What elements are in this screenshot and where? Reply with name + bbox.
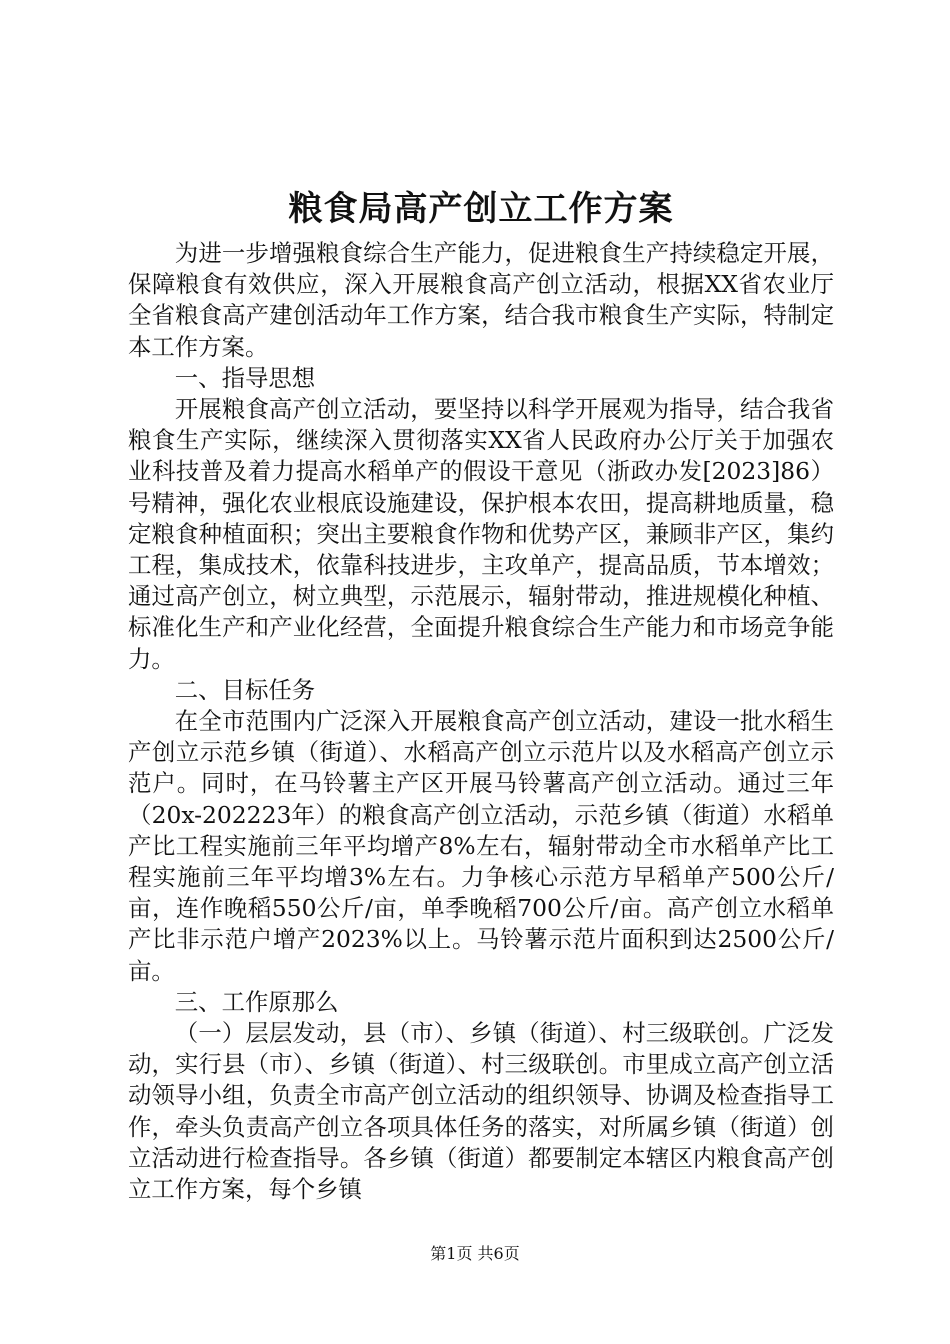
document-page	[128, 186, 834, 1205]
section-heading-principles: 三、工作原那么	[174, 987, 339, 1016]
section-heading-goals: 二、目标任务	[174, 675, 316, 704]
section-body-goals: 在全市范围内广泛深入开展粮食高产创立活动，建设一批水稻生产创立示范乡镇（街道）、水稻高产创立示范片以及水稻高产创立示范户。同时，在马铃薯主产区开展马铃薯高产创立活动。通过三年（20x-202223年）的粮食高产创立活动，示范乡镇（街道）水稻单产比工程实施前三年平均增产8%左右，辐射带动全市水稻单产比工程实施前三年平均增3%左右。力争核心示范方早稻单产500公斤/亩，连作晚稻550公斤/亩，单季晚稻700公斤/亩。高产创立水稻单产比非示范户增产2023%以上。马铃薯示范片面积到达2500公斤/亩。	[128, 707, 834, 985]
document-title: 粮食局高产创立工作方案	[288, 189, 674, 229]
section-heading-guiding-thought: 一、指导思想	[174, 363, 316, 392]
section-body-guiding-thought: 开展粮食高产创立活动，要坚持以科学开展观为指导，结合我省粮食生产实际，继续深入贯彻落实XX省人民政府办公厅关于加强农业科技普及着力提高水稻单产的假设干意见（浙政办发[2023]86）号精神，强化农业根底设施建设，保护根本农田，提高耕地质量，稳定粮食种植面积；突出主要粮食作物和优势产区，兼顾非产区，集约工程，集成技术，依靠科技进步，主攻单产，提高品质，节本增效；通过高产创立，树立典型，示范展示，辐射带动，推进规模化种植、标准化生产和产业化经营，全面提升粮食综合生产能力和市场竞争能力。	[128, 395, 834, 673]
page-footer: 第1页 共6页	[430, 1244, 520, 1263]
intro-paragraph: 为进一步增强粮食综合生产能力，促进粮食生产持续稳定开展，保障粮食有效供应，深入开展粮食高产创立活动，根据XX省农业厅全省粮食高产建创活动年工作方案，结合我市粮食生产实际，特制定本工作方案。	[128, 239, 834, 361]
section-body-principles: （一）层层发动，县（市）、乡镇（街道）、村三级联创。广泛发动，实行县（市）、乡镇（街道）、村三级联创。市里成立高产创立活动领导小组，负责全市高产创立活动的组织领导、协调及检查指导工作，牵头负责高产创立各项具体任务的落实，对所属乡镇（街道）创立活动进行检查指导。各乡镇（街道）都要制定本辖区内粮食高产创立工作方案，每个乡镇	[128, 1019, 834, 1204]
